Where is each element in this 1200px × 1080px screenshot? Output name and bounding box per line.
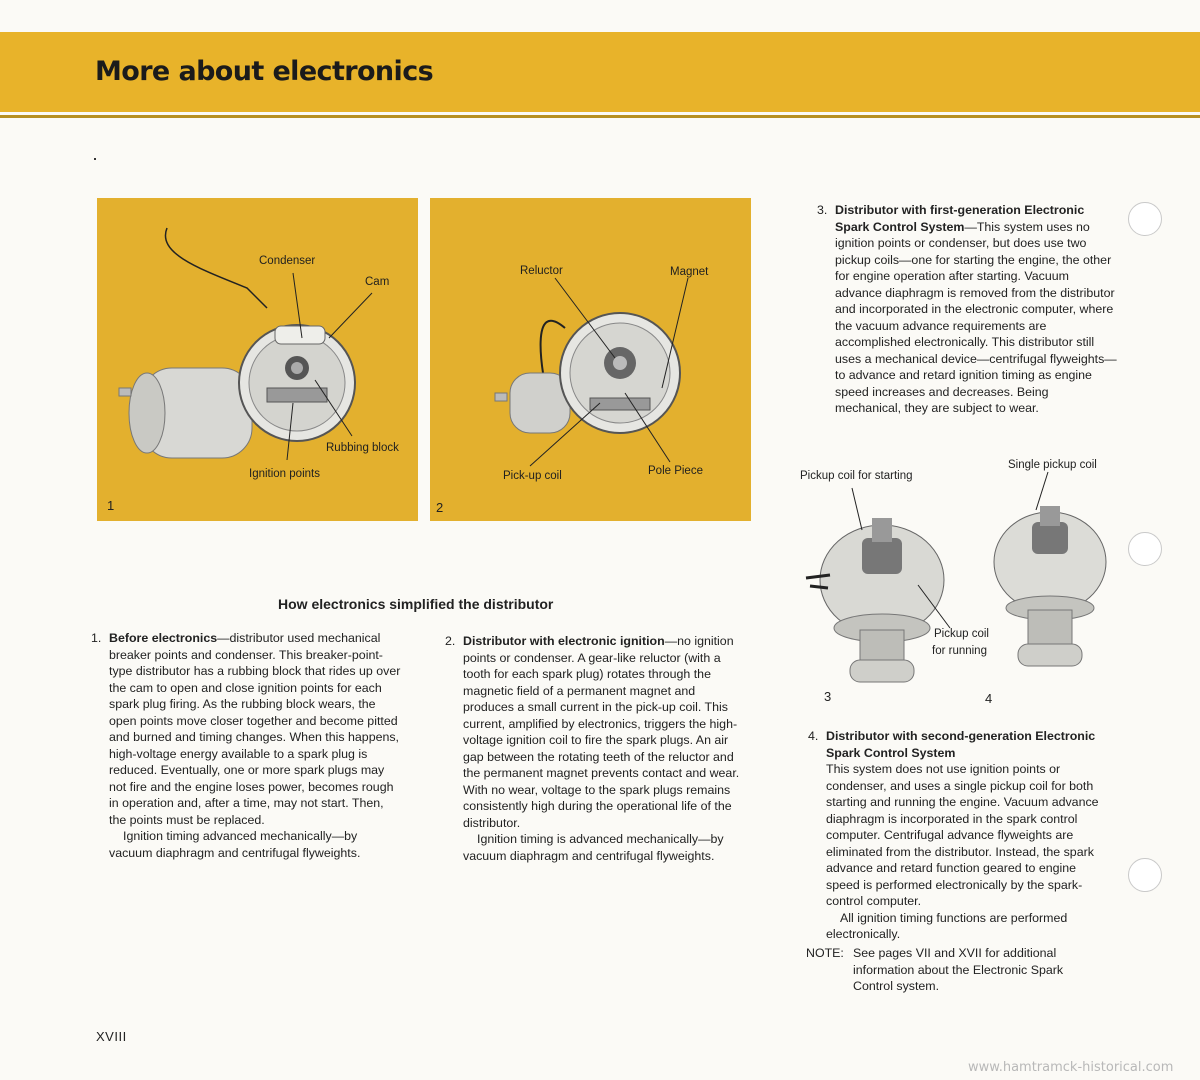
item-2 xyxy=(445,633,747,864)
figure-2-electronic-ignition-distributor xyxy=(430,198,751,521)
item-1-title: Before electronics xyxy=(109,631,218,645)
photo-number-4: 4 xyxy=(985,691,993,706)
item-2-number: 2. xyxy=(445,634,456,648)
item-4-number: 4. xyxy=(808,729,819,743)
item-4 xyxy=(808,728,1113,943)
label-magnet: Magnet xyxy=(670,266,709,278)
label-ignition-points: Ignition points xyxy=(249,468,320,480)
page-title: More about electronics xyxy=(95,56,434,87)
label-reluctor: Reluctor xyxy=(520,265,563,277)
label-condenser: Condenser xyxy=(259,255,316,267)
photo-distributors-3-4 xyxy=(800,460,1120,710)
punch-hole-bottom xyxy=(1128,858,1162,892)
photo-illustration xyxy=(800,460,1120,710)
label-rubbing-block: Rubbing block xyxy=(326,442,399,454)
note xyxy=(806,945,1106,995)
item-1-text: —distributor used mechanical breaker points and condenser. This breaker-point-type distributor has a rubbing block that rides up over the cam to open and close ignition points for each spark plug firing. As the rubbing block wears, the open points move closer together and become pitted and burned and timing changes. When this happens, high-voltage energy available to a spark plug is reduced. Eventually, one or more spark plugs may not fire and the engine loses power, becomes rough in operation and, after a time, may not start. Then, the points must be replaced. xyxy=(109,631,401,827)
item-2-text: —no ignition points or condenser. A gear-like reluctor (with a tooth for each spark plug) rotates through the magnetic field of a permanent magnet and produces a small current in the pick-up coil. This current, amplified by electronics, triggers the high-voltage ignition coil to fire the spark plugs. An air gap between the rotating teeth of the reluctor and the permanent magnet prevents contact and wear. With no wear, voltage to the spark plugs remains consistently high during the operational life of the distributor. xyxy=(463,634,740,830)
header-band xyxy=(0,32,1200,112)
item-3-text: —This system uses no ignition points or condenser, but does use two pickup coils—one for starting the engine, the other for engine operation after starting. Vacuum advance diaphragm is removed from the distributor and incorporated in the electronic computer, where the vacuum advance requirements are accomplished electronically. This distributor still uses a mechanical device—centrifugal flyweights—to advance and retard ignition timing as engine speed increases and decreases. Being mechanical, they are subject to wear. xyxy=(835,219,1117,415)
item-4-text2: All ignition timing functions are performed electronically. xyxy=(826,910,1068,941)
photo-number-3: 3 xyxy=(824,689,832,704)
figure-2-number: 2 xyxy=(436,500,444,515)
section-heading: How electronics simplified the distributor xyxy=(278,596,554,612)
item-4-text: This system does not use ignition points or condenser, and uses a single pickup coil for both starting and running the engine. Vacuum advance diaphragm is incorporated in the spark control computer. Centrifugal advance flyweights are eliminated from the distributor. Instead, the spark advance and retard function geared to engine speed is performed electronically by the spark-control computer. xyxy=(826,762,1099,908)
item-2-title: Distributor with electronic ignition xyxy=(463,634,665,648)
label-cam: Cam xyxy=(365,276,390,288)
stray-mark xyxy=(94,158,96,160)
label-pole-piece: Pole Piece xyxy=(648,465,703,477)
label-pickup-coil-running-line2: for running xyxy=(932,645,987,657)
item-2-text2: Ignition timing is advanced mechanically—by vacuum diaphragm and centrifugal flyweights. xyxy=(463,832,724,863)
page-number: XVIII xyxy=(96,1029,127,1044)
item-3 xyxy=(817,202,1117,417)
item-4-title: Distributor with second-generation Electronic Spark Control System xyxy=(826,729,1096,760)
item-1 xyxy=(91,630,401,861)
item-3-number: 3. xyxy=(817,203,828,217)
figure-1-breaker-point-distributor xyxy=(97,198,418,521)
note-text: See pages VII and XVII for additional information about the Electronic Spark Control system. xyxy=(853,946,1064,993)
punch-hole-middle xyxy=(1128,532,1162,566)
figure-1-number: 1 xyxy=(107,498,115,513)
item-1-number: 1. xyxy=(91,631,102,645)
label-pickup-coil-running-line1: Pickup coil xyxy=(934,628,989,640)
item-1-text2: Ignition timing advanced mechanically—by vacuum diaphragm and centrifugal flyweights. xyxy=(109,829,361,860)
note-label: NOTE: xyxy=(806,946,844,960)
item-3-title: Distributor with first-generation Electronic Spark Control System xyxy=(835,203,1085,234)
header-rule xyxy=(0,115,1200,118)
label-pickup-coil: Pick-up coil xyxy=(503,470,562,482)
watermark: www.hamtramck-historical.com xyxy=(968,1060,1174,1075)
label-single-pickup-coil: Single pickup coil xyxy=(1008,459,1097,471)
punch-hole-top xyxy=(1128,202,1162,236)
label-pickup-coil-for-starting: Pickup coil for starting xyxy=(800,470,913,482)
